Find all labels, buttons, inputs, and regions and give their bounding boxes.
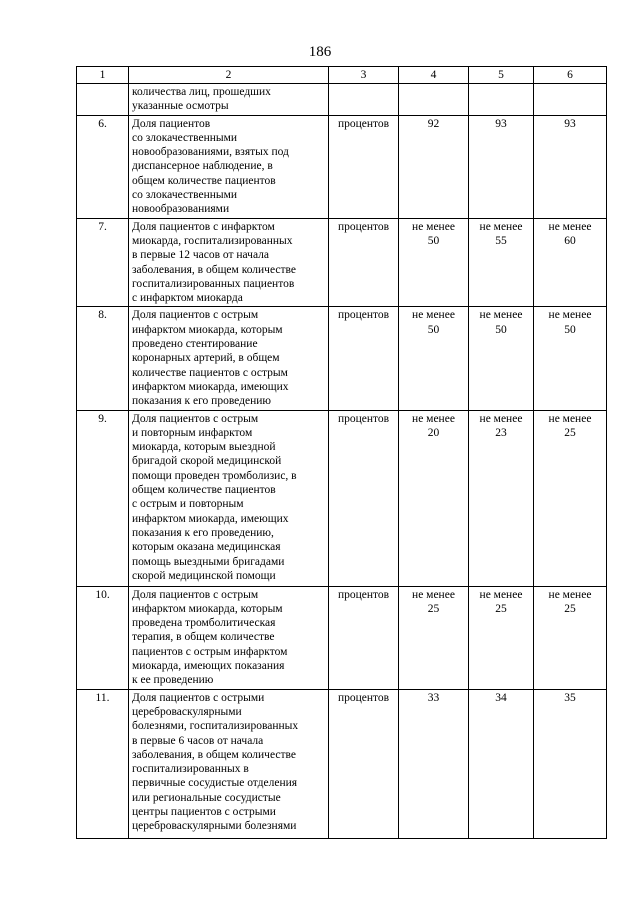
text-line: Доля пациентов с острым [132,412,259,425]
text-line: с инфарктом миокарда [132,292,243,305]
table-row [77,307,607,410]
text-line: инфарктом миокарда, которым [132,602,283,615]
indicator-description [129,115,329,218]
text-line: и повторным инфарктом [132,426,253,439]
value-cell-4 [399,689,469,838]
text-line: не менее [412,588,455,601]
text-line: не менее [412,412,455,425]
header-col-2: 2 [129,67,329,84]
text-line: миокарда, имеющих показания [132,660,285,673]
table-row [77,689,607,838]
header-col-3: 3 [329,67,399,84]
table-header-row [77,67,607,84]
text-line: не менее [479,412,523,425]
value-cell-5 [469,410,534,586]
text-line: не менее [548,309,592,322]
text-line: цереброваскулярными [132,705,242,718]
row-number: 9. [77,410,129,586]
text-line: Доля пациентов с острым [132,588,259,601]
text-line: 34 [495,691,507,704]
text-line: заболевания, в общем количестве [132,263,296,276]
row-number: 6. [77,115,129,218]
value-cell-6 [534,307,607,410]
value-cell-4 [399,410,469,586]
value-cell-4 [399,218,469,307]
table-row [77,84,607,116]
text-line: 33 [427,691,440,704]
text-line: 23 [495,426,507,439]
text-line: госпитализированных в [132,763,249,776]
text-line: бригадой скорой медицинской [132,455,282,468]
text-line: новообразованиями [132,203,230,216]
value-cell-4 [399,586,469,689]
text-line: миокарда, которым выездной [132,441,276,454]
text-line: 50 [495,323,507,336]
text-line: со злокачественными [132,131,238,144]
table-row [77,586,607,689]
value-cell-4 [399,307,469,410]
text-line: 25 [564,602,576,615]
text-line: количества лиц, прошедших [132,86,271,98]
text-line: 35 [564,691,576,704]
text-line: общем количестве пациентов [132,174,276,187]
text-line: не менее [479,220,523,233]
text-line: не менее [548,588,592,601]
text-line: 25 [427,602,440,615]
unit-cell: процентов [329,115,399,218]
text-line: не менее [412,309,455,322]
text-line: 93 [495,117,507,130]
text-line: миокарда, госпитализированных [132,234,293,247]
text-line: 60 [564,234,576,247]
unit-cell: процентов [329,218,399,307]
table-body [77,67,607,839]
value-cell-6 [534,218,607,307]
indicator-description [129,689,329,838]
value-cell-5 [469,586,534,689]
text-line: не менее [548,412,592,425]
text-line: помощи проведен тромболизис, в [132,469,297,482]
text-line: или региональные сосудистые [132,791,281,804]
text-line: 20 [427,426,440,439]
text-line: количестве пациентов с острым [132,366,288,379]
text-line: Доля пациентов с инфарктом [132,220,275,233]
indicators-table [76,66,607,839]
text-line: со злокачественными [132,189,238,202]
text-line: в первые 6 часов от начала [132,734,264,747]
text-line: с острым и повторным [132,498,244,511]
text-line: центры пациентов с острыми [132,805,276,818]
unit-cell: процентов [329,307,399,410]
text-line: 50 [564,323,576,336]
value-cell-5 [469,689,534,838]
text-line: которым оказана медицинская [132,541,281,554]
text-line: 50 [427,323,440,336]
text-line: цереброваскулярными болезнями [132,820,297,833]
row-number: 11. [77,689,129,838]
text-line: проведено стентирование [132,338,258,351]
text-line: Доля пациентов с острым [132,309,259,322]
text-line: помощь выездными бригадами [132,555,285,568]
text-line: не менее [548,220,592,233]
text-line: скорой медицинской помощи [132,569,276,582]
text-line: инфарктом миокарда, имеющих [132,512,289,525]
text-line: первичные сосудистые отделения [132,777,298,790]
text-line: болезнями, госпитализированных [132,720,299,733]
header-col-1: 1 [77,67,129,84]
text-line: инфарктом миокарда, которым [132,323,283,336]
table-row [77,218,607,307]
text-line: не менее [479,309,523,322]
text-line: терапия, в общем количестве [132,631,275,644]
text-line: заболевания, в общем количестве [132,748,296,761]
text-line: 50 [427,234,440,247]
row-number: 10. [77,586,129,689]
header-col-4: 4 [399,67,469,84]
indicator-description [129,84,329,116]
unit-cell: процентов [329,689,399,838]
text-line: госпитализированных пациентов [132,277,295,290]
indicator-description [129,307,329,410]
text-line: указанные осмотры [132,100,229,113]
text-line: 25 [495,602,507,615]
text-line: к ее проведению [132,674,214,687]
header-col-5: 5 [469,67,534,84]
text-line: общем количестве пациентов [132,484,276,497]
row-number: 8. [77,307,129,410]
text-line: 25 [564,426,576,439]
text-line: 93 [564,117,576,130]
value-cell-6 [534,689,607,838]
text-line: 92 [427,117,440,130]
value-cell-6 [534,410,607,586]
value-cell-5 [469,84,534,116]
text-line: не менее [479,588,523,601]
value-cell-5 [469,218,534,307]
text-line: показания к его проведению [132,395,271,408]
value-cell-6 [534,115,607,218]
table-row [77,410,607,586]
indicator-description [129,586,329,689]
text-line: показания к его проведению, [132,526,274,539]
text-line: диспансерное наблюдение, в [132,160,273,173]
text-line: проведена тромболитическая [132,617,276,630]
value-cell-5 [469,115,534,218]
value-cell-6 [534,586,607,689]
text-line: не менее [412,220,455,233]
value-cell-4 [399,84,469,116]
text-line: Доля пациентов с острыми [132,691,265,704]
indicator-description [129,218,329,307]
indicator-description [129,410,329,586]
text-line: в первые 12 часов от начала [132,249,270,262]
value-cell-6 [534,84,607,116]
unit-cell: процентов [329,586,399,689]
value-cell-4 [399,115,469,218]
text-line: коронарных артерий, в общем [132,352,280,365]
unit-cell: процентов [329,410,399,586]
table-row [77,115,607,218]
header-col-6: 6 [534,67,607,84]
value-cell-5 [469,307,534,410]
text-line: инфарктом миокарда, имеющих [132,380,289,393]
row-number: 7. [77,218,129,307]
text-line: 55 [495,234,507,247]
text-line: пациентов с острым инфарктом [132,645,288,658]
unit-cell [329,84,399,116]
row-number [77,84,129,116]
page-number: 186 [308,44,332,60]
text-line: новообразованиями, взятых под [132,146,289,159]
text-line: Доля пациентов [132,117,211,130]
